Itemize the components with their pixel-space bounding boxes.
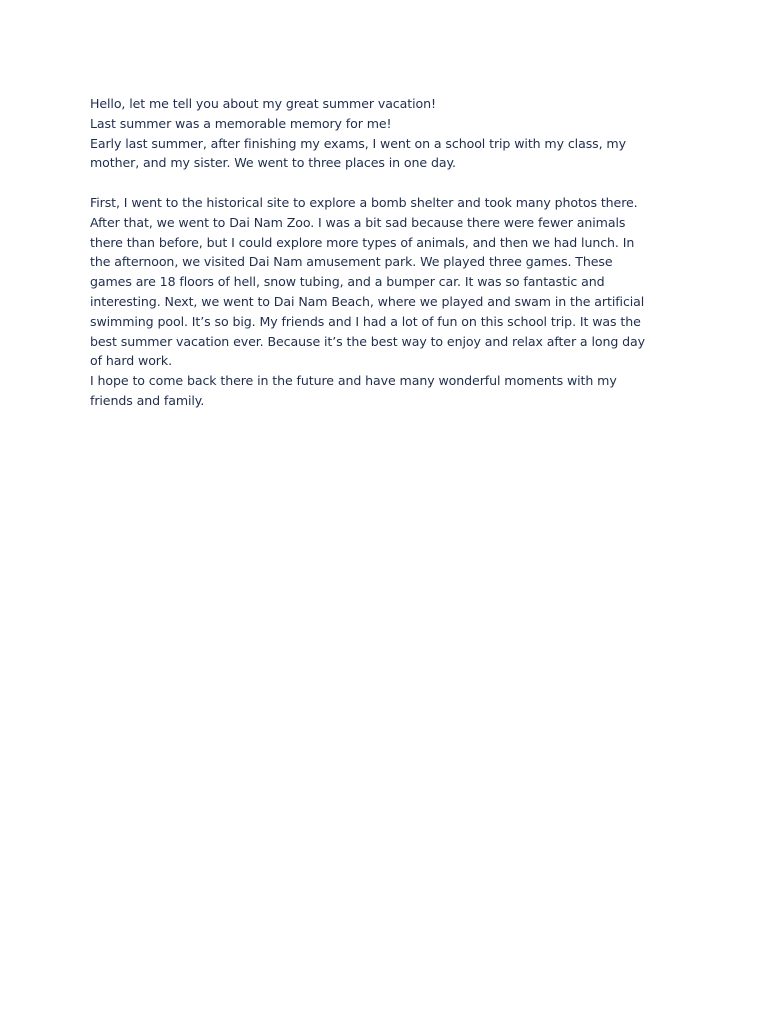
text-line: mother, and my sister. We went to three places in one day. <box>90 155 456 171</box>
text-line: swimming pool. It’s so big. My friends and I had a lot of fun on this school trip. It was the <box>90 313 641 329</box>
text-line: there than before, but I could explore more types of animals, and then we had lunch. In <box>90 234 635 250</box>
text-line: friends and family. <box>90 392 205 408</box>
text-line: Early last summer, after finishing my exams, I went on a school trip with my class, my <box>90 135 626 151</box>
text-line: games are 18 floors of hell, snow tubing, and a bumper car. It was so fantastic and <box>90 274 605 290</box>
text-line: interesting. Next, we went to Dai Nam Beach, where we played and swam in the artificial <box>90 293 645 309</box>
paragraph-spacer <box>90 173 690 193</box>
text-line: I hope to come back there in the future and have many wonderful moments with my <box>90 373 617 389</box>
text-line: After that, we went to Dai Nam Zoo. I was a bit sad because there were fewer animals <box>90 214 626 230</box>
text-line: of hard work. <box>90 353 172 369</box>
document-body <box>90 94 690 411</box>
text-line: the afternoon, we visited Dai Nam amusement park. We played three games. These <box>90 254 613 270</box>
text-line: First, I went to the historical site to explore a bomb shelter and took many photos there. <box>90 194 638 210</box>
text-line: Hello, let me tell you about my great summer vacation! <box>90 96 436 111</box>
text-line: Last summer was a memorable memory for me! <box>90 115 392 131</box>
text-line: best summer vacation ever. Because it’s the best way to enjoy and relax after a long day <box>90 333 646 349</box>
